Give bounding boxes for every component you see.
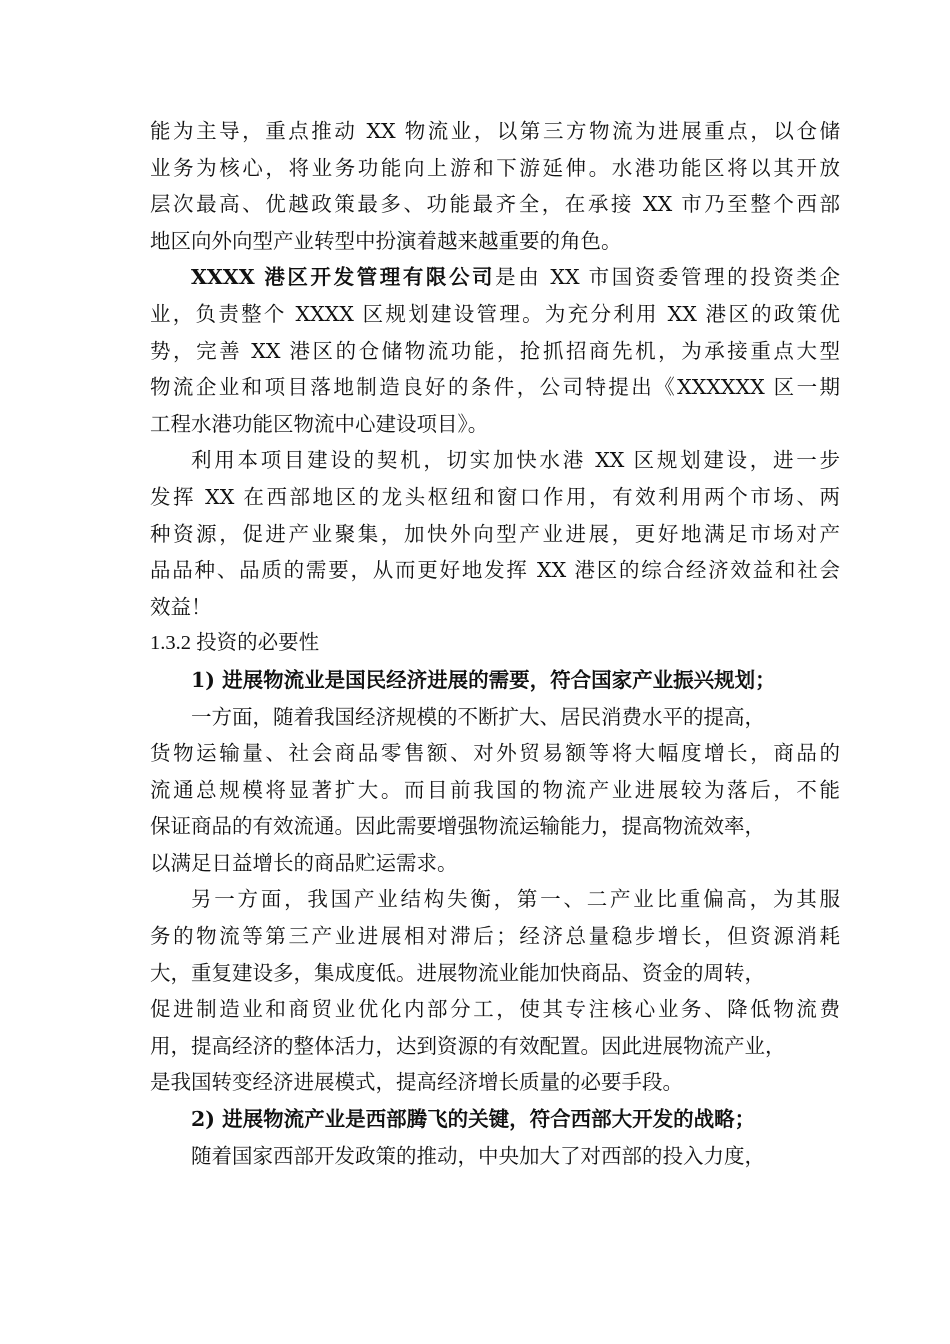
- text-span: 是由 XX 市国资委管理的投资类企: [495, 265, 840, 290]
- text-line: 以满足日益增长的商品贮运需求。: [150, 850, 458, 875]
- paragraph-4: [150, 699, 840, 882]
- text-line: 另一方面，我国产业结构失衡，第一、二产业比重偏高，为其服: [191, 887, 840, 912]
- text-line: 是我国转变经济进展模式，提高经济增长质量的必要手段。: [150, 1070, 683, 1095]
- text-line: 业务为核心，将业务功能向上游和下游延伸。水港功能区将以其开放: [150, 155, 840, 180]
- text-line: 业，负责整个 XXXX 区规划建设管理。为充分利用 XX 港区的政策优: [150, 301, 840, 326]
- text-line: 地区向外向型产业转型中扮演着越来越重要的角色。: [150, 228, 622, 253]
- text-line: 流通总规模将显著扩大。而目前我国的物流产业进展较为落后，不能: [150, 777, 840, 802]
- text-line: 促进制造业和商贸业优化内部分工，使其专注核心业务、降低物流费: [150, 997, 840, 1022]
- text-line: 务的物流等第三产业进展相对滞后；经济总量稳步增长，但资源消耗: [150, 924, 840, 949]
- company-name: XXXX 港区开发管理有限公司: [191, 265, 496, 290]
- text-line: 随着国家西部开发政策的推动，中央加大了对西部的投入力度，: [191, 1143, 765, 1168]
- subheading-2: 2) 进展物流产业是西部腾飞的关键，符合西部大开发的战略；: [191, 1107, 756, 1132]
- paragraph-5: [150, 881, 840, 1101]
- paragraph-6: [150, 1138, 840, 1175]
- subheading-1: 1) 进展物流业是国民经济进展的需要，符合国家产业振兴规划；: [191, 667, 776, 692]
- text-line: 大，重复建设多，集成度低。进展物流业能加快商品、资金的周转，: [150, 960, 765, 985]
- paragraph-1: [150, 113, 840, 259]
- text-line: 品品种、品质的需要，从而更好地发挥 XX 港区的综合经济效益和社会: [150, 558, 840, 583]
- text-line: [150, 259, 840, 296]
- text-line: 势，完善 XX 港区的仓储物流功能，抢抓招商先机，为承接重点大型: [150, 338, 840, 363]
- text-line: 发挥 XX 在西部地区的龙头枢纽和窗口作用，有效利用两个市场、两: [150, 484, 840, 509]
- document-page: [150, 113, 840, 1174]
- text-line: 效益！: [150, 594, 212, 619]
- text-line: 用，提高经济的整体活力，达到资源的有效配置。因此进展物流产业，: [150, 1033, 786, 1058]
- text-line: 层次最高、优越政策最多、功能最齐全，在承接 XX 市乃至整个西部: [150, 192, 840, 217]
- text-line: 货物运输量、社会商品零售额、对外贸易额等将大幅度增长，商品的: [150, 741, 840, 766]
- text-line: 保证商品的有效流通。因此需要增强物流运输能力，提高物流效率，: [150, 814, 765, 839]
- text-line: 种资源，促进产业聚集，加快外向型产业进展，更好地满足市场对产: [150, 521, 840, 546]
- paragraph-2: [150, 259, 840, 442]
- text-line: 利用本项目建设的契机，切实加快水港 XX 区规划建设，进一步: [191, 448, 840, 473]
- text-line: 工程水港功能区物流中心建设项目》。: [150, 411, 489, 436]
- text-line: 一方面，随着我国经济规模的不断扩大、居民消费水平的提高，: [191, 704, 765, 729]
- text-line: 物流企业和项目落地制造良好的条件，公司特提出《XXXXXX 区一期: [150, 375, 840, 400]
- paragraph-3: [150, 442, 840, 625]
- text-line: 能为主导，重点推动 XX 物流业，以第三方物流为进展重点，以仓储: [150, 119, 840, 143]
- section-heading: 1.3.2 投资的必要性: [150, 632, 320, 655]
